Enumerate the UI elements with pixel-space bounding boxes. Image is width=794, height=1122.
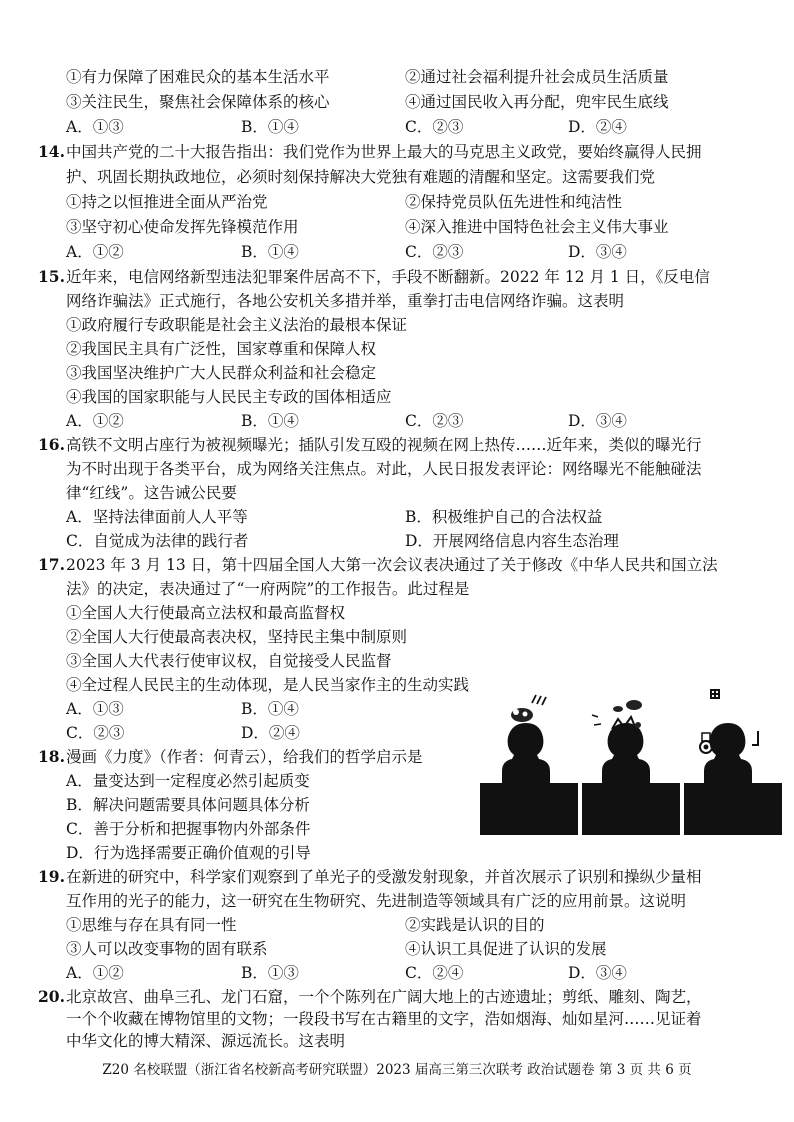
q16-stem-line-3: 律“红线”。这告诫公民要 bbox=[66, 484, 237, 502]
q15-number: 15. bbox=[38, 267, 65, 286]
q17-number: 17. bbox=[38, 555, 65, 574]
page-footer: Z20 名校联盟（浙江省名校新高考研究联盟）2023 届高三第三次联考 政治试题卷 第 3 页 共 6 页 bbox=[102, 1062, 692, 1078]
q18-option-d: D．行为选择需要正确价值观的引导 bbox=[66, 844, 311, 862]
q13-option-c: C．②③ bbox=[405, 118, 464, 136]
q16-option-b: B．积极维护自己的合法权益 bbox=[405, 508, 603, 526]
cartoon-panel-2 bbox=[582, 700, 680, 835]
q14-option-d: D．③④ bbox=[568, 243, 627, 261]
cartoon-panel-1 bbox=[480, 695, 578, 835]
q19-stem-line-2: 互作用的光子的能力，这一研究在生物研究、先进制造等领域具有广泛的应用前景。这说明 bbox=[66, 892, 687, 910]
q16-option-d: D．开展网络信息内容生态治理 bbox=[405, 532, 619, 550]
q15-option-c: C．②③ bbox=[405, 412, 464, 430]
q13-option-a: A．①③ bbox=[66, 118, 124, 136]
q20-stem-line-1: 北京故宫、曲阜三孔、龙门石窟，一个个陈列在广阔大地上的古迹遗址；剪纸、雕刻、陶艺， bbox=[66, 988, 702, 1006]
q14-statement-3: ③坚守初心使命发挥先锋模范作用 bbox=[66, 218, 299, 236]
q19-stem-line-1: 在新进的研究中，科学家们观察到了单光子的受激发射现象，并首次展示了识别和操纵少量相 bbox=[66, 868, 702, 886]
q18-option-a: A．量变达到一定程度必然引起质变 bbox=[66, 772, 310, 790]
q18-option-b: B．解决问题需要具体问题具体分析 bbox=[66, 796, 310, 814]
q17-stem-line-1: 2023 年 3 月 13 日，第十四届全国人大第一次会议表决通过了关于修改《中华人民共和国立法 bbox=[66, 556, 718, 574]
q13-option-d: D．②④ bbox=[568, 118, 627, 136]
q16-stem-line-1: 高铁不文明占座行为被视频曝光；插队引发互殴的视频在网上热传……近年来，类似的曝光行 bbox=[66, 436, 702, 454]
q15-option-d: D．③④ bbox=[568, 412, 627, 430]
q16-number: 16. bbox=[38, 435, 65, 454]
q15-stem-line-1: 近年来，电信网络新型违法犯罪案件居高不下，手段不断翻新。2022 年 12 月 1 日，《反电信 bbox=[66, 268, 710, 286]
q14-number: 14. bbox=[38, 142, 65, 161]
q16-option-a: A．坚持法律面前人人平等 bbox=[66, 508, 248, 526]
q17-option-a: A．①③ bbox=[66, 700, 124, 718]
q20-stem-line-3: 中华文化的博大精深、源远流长。这表明 bbox=[66, 1032, 346, 1050]
q17-stem-line-2: 法》的决定，表决通过了“一府两院”的工作报告。此过程是 bbox=[66, 580, 470, 598]
q19-statement-2: ②实践是认识的目的 bbox=[405, 916, 545, 934]
q19-statement-3: ③人可以改变事物的固有联系 bbox=[66, 940, 268, 958]
q14-statement-1: ①持之以恒推进全面从严治党 bbox=[66, 193, 268, 211]
q19-option-b: B．①③ bbox=[241, 964, 299, 982]
cartoon-panel-3 bbox=[684, 689, 782, 835]
q15-stem-line-2: 网络诈骗法》正式施行，各地公安机关多措并举，重拳打击电信网络诈骗。这表明 bbox=[66, 292, 625, 310]
q19-number: 19. bbox=[38, 867, 65, 886]
q17-statement-1: ①全国人大行使最高立法权和最高监督权 bbox=[66, 604, 346, 622]
q14-stem-line-1: 中国共产党的二十大报告指出：我们党作为世界上最大的马克思主义政党，要始终赢得人民拥 bbox=[66, 143, 702, 161]
q17-option-c: C．②③ bbox=[66, 724, 125, 742]
q15-statement-2: ②我国民主具有广泛性，国家尊重和保障人权 bbox=[66, 340, 377, 358]
q17-statement-4: ④全过程人民民主的生动体现，是人民当家作主的生动实践 bbox=[66, 676, 470, 694]
q19-statement-4: ④认识工具促进了认识的发展 bbox=[405, 940, 607, 958]
q14-statement-2: ②保持党员队伍先进性和纯洁性 bbox=[405, 193, 623, 211]
q13-statement-2: ②通过社会福利提升社会成员生活质量 bbox=[405, 68, 669, 86]
q20-number: 20. bbox=[38, 987, 65, 1006]
q15-statement-1: ①政府履行专政职能是社会主义法治的最根本保证 bbox=[66, 316, 408, 334]
q18-number: 18. bbox=[38, 747, 65, 766]
q17-option-d: D．②④ bbox=[241, 724, 300, 742]
q13-statement-1: ①有力保障了困难民众的基本生活水平 bbox=[66, 68, 330, 86]
q13-option-b: B．①④ bbox=[241, 118, 299, 136]
q17-statement-2: ②全国人大行使最高表决权，坚持民主集中制原则 bbox=[66, 628, 408, 646]
q18-option-c: C．善于分析和把握事物内外部条件 bbox=[66, 820, 311, 838]
q16-option-c: C．自觉成为法律的践行者 bbox=[66, 532, 249, 550]
q17-option-b: B．①④ bbox=[241, 700, 299, 718]
q16-stem-line-2: 为不时出现于各类平台，成为网络关注焦点。对此，人民日报发表评论：网络曝光不能触碰法 bbox=[66, 460, 702, 478]
q15-statement-4: ④我国的国家职能与人民民主专政的国体相适应 bbox=[66, 388, 392, 406]
q14-option-b: B．①④ bbox=[241, 243, 299, 261]
q14-stem-line-2: 护、巩固长期执政地位，必须时刻保持解决大党独有难题的清醒和坚定。这需要我们党 bbox=[66, 168, 656, 186]
q13-statement-4: ④通过国民收入再分配，兜牢民生底线 bbox=[405, 93, 669, 111]
q13-statement-3: ③关注民生，聚焦社会保障体系的核心 bbox=[66, 93, 330, 111]
q19-statement-1: ①思维与存在具有同一性 bbox=[66, 916, 237, 934]
q19-option-d: D．③④ bbox=[568, 964, 627, 982]
q19-option-a: A．①② bbox=[66, 964, 124, 982]
q14-option-a: A．①② bbox=[66, 243, 124, 261]
q18-stem-line-1: 漫画《力度》（作者：何青云），给我们的哲学启示是 bbox=[66, 748, 423, 766]
q20-stem-line-2: 一个个收藏在博物馆里的文物；一段段书写在古籍里的文字，浩如烟海、灿如星河……见证着 bbox=[66, 1010, 702, 1028]
q19-option-c: C．②④ bbox=[405, 964, 464, 982]
q15-statement-3: ③我国坚决维护广大人民群众利益和社会稳定 bbox=[66, 364, 377, 382]
q14-statement-4: ④深入推进中国特色社会主义伟大事业 bbox=[405, 218, 669, 236]
q14-option-c: C．②③ bbox=[405, 243, 464, 261]
q17-statement-3: ③全国人大代表行使审议权，自觉接受人民监督 bbox=[66, 652, 392, 670]
q15-option-b: B．①④ bbox=[241, 412, 299, 430]
cartoon-image bbox=[480, 685, 782, 835]
q15-option-a: A．①② bbox=[66, 412, 124, 430]
